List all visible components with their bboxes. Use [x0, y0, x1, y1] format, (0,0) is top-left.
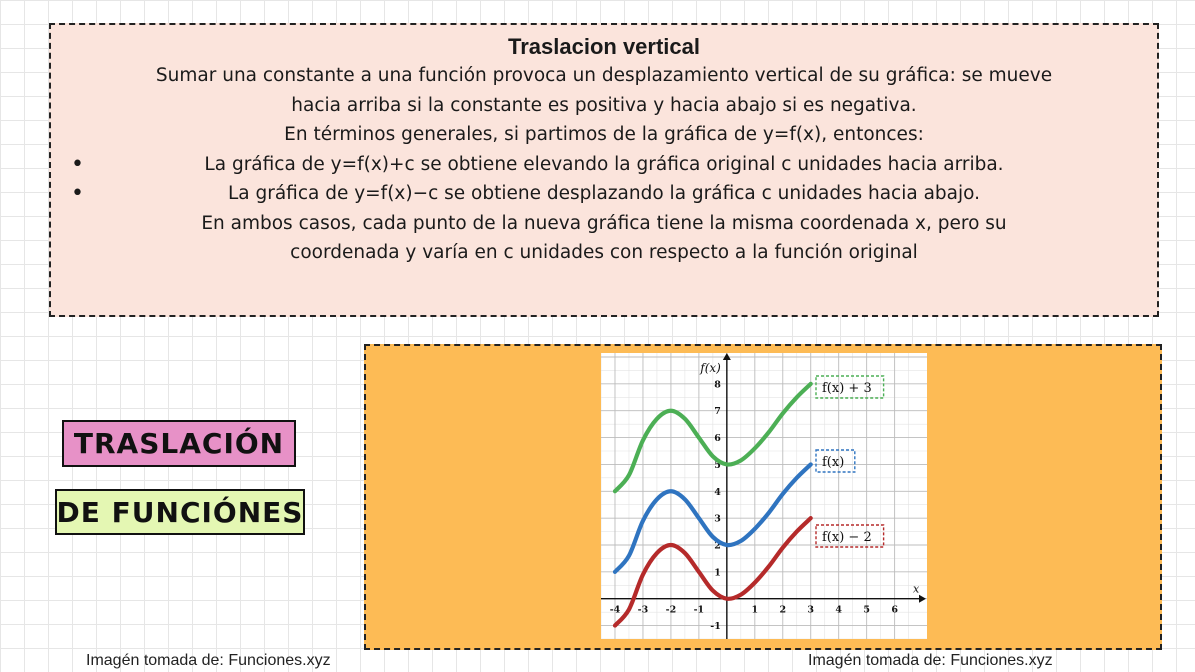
grid	[601, 353, 927, 639]
y-tick-label: 7	[714, 406, 721, 418]
y-tick-label: 5	[714, 459, 721, 471]
x-tick-label: 1	[751, 604, 759, 616]
y-tick-label: 6	[714, 433, 721, 445]
bullet-item	[51, 150, 1157, 180]
x-tick-label: -1	[693, 604, 705, 616]
info-line: En ambos casos, cada punto de la nueva gráfica tiene la misma coordenada x, pero su	[201, 212, 1007, 234]
x-axis-arrow-icon	[919, 595, 926, 603]
legend-text: f(x)	[822, 455, 845, 470]
legend-labels	[816, 376, 884, 547]
bullet-dot-icon: •	[71, 151, 84, 177]
legend-label-f-minus-2	[816, 525, 884, 547]
legend-text: f(x) − 2	[822, 530, 872, 545]
title-tag-funciones: DE FUNCIÓNES	[55, 489, 305, 535]
x-tick-label: -3	[637, 604, 649, 616]
x-tick-label: 4	[835, 604, 843, 616]
y-tick-label: 3	[714, 513, 721, 525]
x-tick-label: -2	[665, 604, 677, 616]
x-axis-label: x	[913, 582, 920, 596]
info-line: hacia arriba si la constante es positiva y hacia abajo si es negativa.	[291, 94, 917, 116]
info-line: Sumar una constante a una función provoca un desplazamiento vertical de su gráfica: se mueve	[155, 65, 1053, 86]
x-tick-label: -4	[609, 604, 621, 616]
y-tick-label: 8	[714, 379, 721, 391]
y-tick-label: -1	[710, 621, 721, 633]
image-credit-right: Imagén tomada de: Funciones.xyz	[808, 652, 1053, 669]
chart-panel	[601, 353, 927, 639]
function-chart	[601, 353, 927, 639]
bullet-text: La gráfica de y=f(x)+c se obtiene elevando la gráfica original c unidades hacia arriba.	[204, 153, 1004, 175]
y-tick-label: 2	[714, 540, 721, 552]
legend-label-f-plus-3	[816, 376, 884, 398]
legend-label-f	[816, 450, 855, 472]
legend-text: f(x) + 3	[822, 381, 872, 396]
bullet-text: La gráfica de y=f(x)−c se obtiene desplazando la gráfica c unidades hacia abajo.	[227, 183, 981, 204]
bullet-dot-icon: •	[71, 181, 84, 206]
x-tick-label: 2	[779, 604, 787, 616]
y-tick-label: 1	[714, 567, 721, 579]
title-tag-traslacion: TRASLACIÓN	[62, 420, 296, 467]
info-line: coordenada y varía en c unidades con respecto a la función original	[290, 242, 918, 263]
y-axis-arrow-icon	[723, 353, 731, 360]
info-title: Traslacion vertical	[508, 34, 700, 59]
x-tick-label: 5	[863, 604, 870, 616]
y-tick-label: 4	[714, 486, 721, 498]
image-credit-left: Imagén tomada de: Funciones.xyz	[86, 652, 331, 669]
bullet-item	[51, 179, 1157, 209]
y-axis-label: f(x)	[700, 361, 721, 375]
axes	[601, 353, 926, 639]
info-line: En términos generales, si partimos de la gráfica de y=f(x), entonces:	[284, 124, 924, 145]
info-box	[49, 23, 1159, 317]
x-tick-label: 3	[807, 604, 815, 616]
x-tick-label: 6	[891, 604, 898, 616]
